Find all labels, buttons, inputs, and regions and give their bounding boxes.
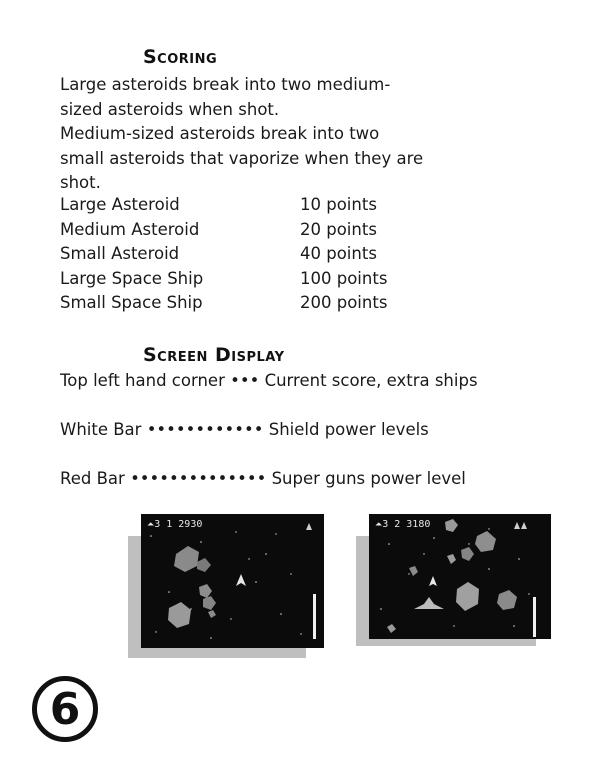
score-row-label: Medium Asteroid [60, 219, 200, 239]
display-item-label: White Bar [60, 420, 142, 439]
player-ship [236, 574, 246, 586]
medium-asteroid [445, 519, 458, 532]
display-item-description: Super guns power level [271, 469, 466, 488]
player-ship [429, 576, 437, 586]
display-item [60, 469, 466, 488]
large-asteroid [174, 546, 199, 572]
score-row-points: 200 points [300, 293, 388, 312]
ship-marker-icon [514, 522, 520, 529]
page-number: 6 [32, 676, 98, 742]
game-screen [369, 514, 551, 639]
display-item [60, 420, 429, 439]
medium-asteroid [203, 596, 216, 610]
score-row-points: 20 points [300, 219, 377, 239]
scoring-heading: Scoring [143, 46, 218, 68]
score-row-points: 10 points [300, 195, 377, 214]
display-item-description: Current score, extra ships [264, 371, 478, 390]
small-asteroid [447, 554, 456, 564]
small-asteroid [409, 566, 418, 576]
game-scene [369, 514, 551, 639]
score-readout: ⏶3 2 3180 [375, 519, 431, 530]
shield-power-bar [533, 597, 536, 637]
leader-dots: •••••••••••• [146, 420, 264, 439]
scoring-description [60, 73, 423, 196]
display-item-label: Top left hand corner [60, 371, 225, 390]
ship-marker-icon [521, 522, 527, 529]
scoring-text-line: Large asteroids break into two medium- [60, 75, 391, 94]
score-readout: ⏶3 1 2930 [147, 519, 203, 530]
medium-asteroid [461, 547, 474, 561]
large-asteroid [497, 590, 517, 610]
scoring-text-line: sized asteroids when shot. [60, 99, 280, 119]
score-row-label: Small Asteroid [60, 244, 180, 263]
ship-marker-icon [306, 523, 312, 530]
display-item-description: Shield power levels [268, 420, 429, 439]
leader-dots: •••••••••••••• [130, 469, 267, 488]
display-item-label: Red Bar [60, 469, 125, 488]
score-row-label: Small Space Ship [60, 293, 203, 312]
scoring-text-line: shot. [60, 173, 101, 192]
score-row-label: Large Asteroid [60, 195, 180, 214]
ship-icon: ⏶ [147, 520, 155, 530]
score-row-points: 100 points [300, 268, 388, 288]
small-asteroid [208, 610, 216, 618]
large-asteroid [168, 602, 191, 628]
small-asteroid [387, 624, 396, 633]
score-row-label: Large Space Ship [60, 268, 204, 288]
scoring-text-line: small asteroids that vaporize when they are [60, 148, 424, 168]
scoring-text-line: Medium-sized asteroids break into two [60, 124, 380, 143]
score-row-points: 40 points [300, 244, 377, 263]
shield-power-bar [313, 594, 316, 639]
large-asteroid [456, 582, 479, 611]
game-screen [141, 514, 324, 648]
medium-asteroid [197, 558, 211, 572]
ship-icon: ⏶ [375, 520, 383, 530]
leader-dots: ••• [230, 371, 260, 390]
large-space-ship [414, 597, 444, 609]
display-item [60, 371, 478, 390]
screen-display-heading: Screen Display [143, 344, 285, 366]
large-asteroid [475, 531, 496, 552]
medium-asteroid [199, 584, 212, 598]
game-scene [141, 514, 324, 648]
